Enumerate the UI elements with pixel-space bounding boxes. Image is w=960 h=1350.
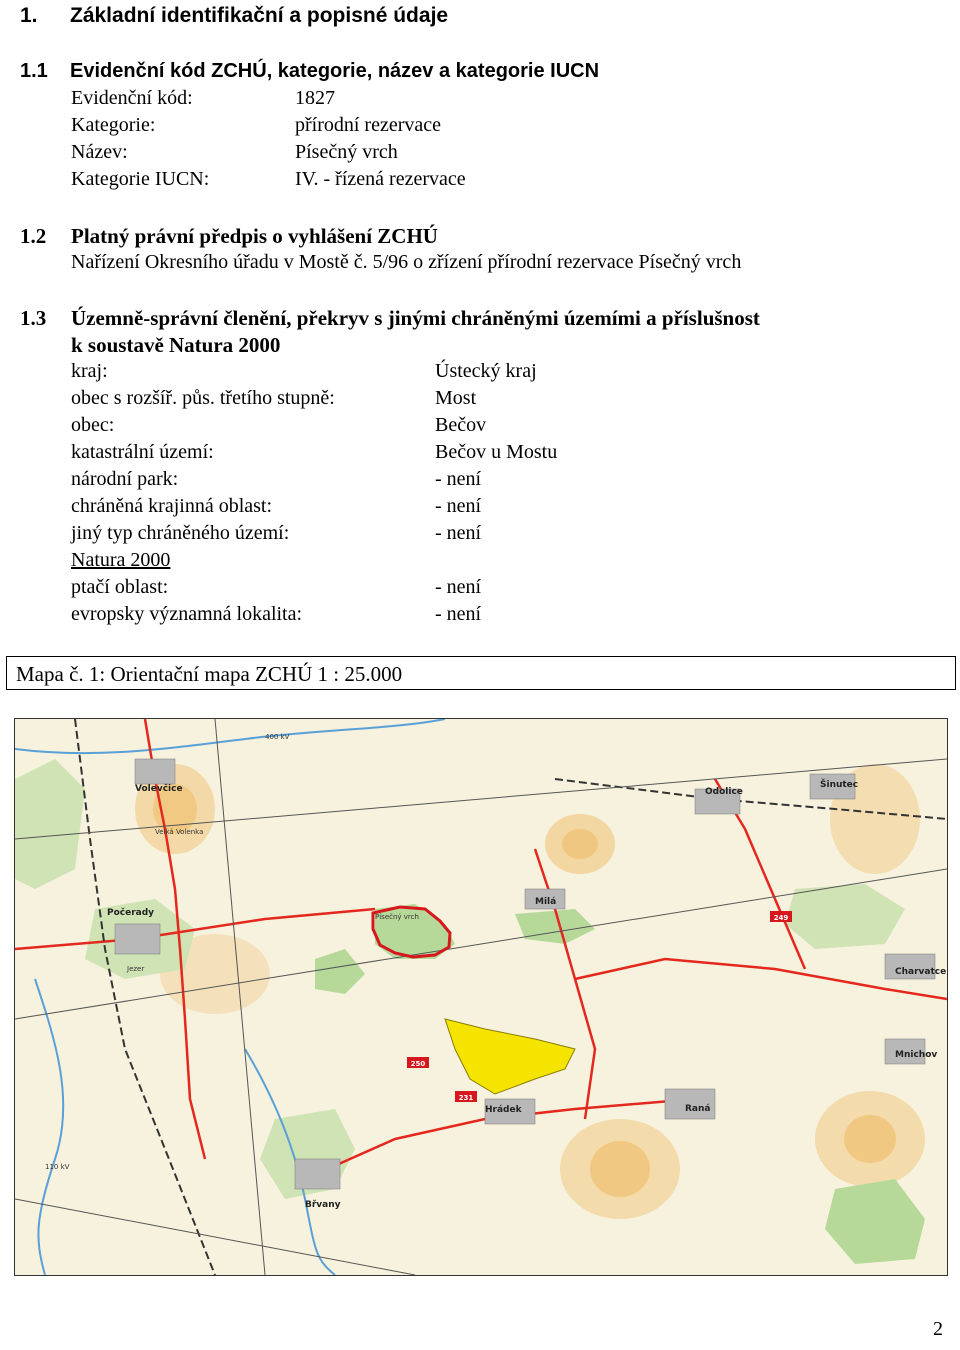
field-label: Kategorie IUCN: bbox=[71, 168, 210, 190]
hill bbox=[562, 829, 598, 859]
field-value: Písečný vrch bbox=[295, 141, 398, 163]
road-number: 250 bbox=[410, 1060, 426, 1068]
road-number: 249 bbox=[773, 914, 789, 922]
field-value: Bečov bbox=[435, 414, 487, 436]
field-value: přírodní rezervace bbox=[295, 114, 442, 136]
place-label: Šinutec bbox=[820, 780, 859, 790]
map-caption-box bbox=[6, 656, 956, 690]
section-number: 1.3 bbox=[20, 306, 47, 330]
hill bbox=[844, 1115, 896, 1163]
field-label: obec s rozšíř. půs. třetího stupně: bbox=[71, 387, 335, 409]
field-value: Bečov u Mostu bbox=[435, 441, 558, 463]
field-value: - není bbox=[435, 495, 482, 517]
section-title: Územně-správní členění, překryv s jinými chráněnými územími a příslušnost bbox=[71, 306, 760, 330]
map-canvas bbox=[15, 719, 947, 1275]
field-value: - není bbox=[435, 576, 482, 598]
place-label: Raná bbox=[685, 1104, 711, 1114]
section-number: 1.2 bbox=[20, 224, 47, 248]
map-caption: Mapa č. 1: Orientační mapa ZCHÚ 1 : 25.000 bbox=[16, 662, 403, 686]
page-number: 2 bbox=[933, 1318, 943, 1340]
orientation-map bbox=[14, 718, 948, 1276]
field-value: Ústecký kraj bbox=[435, 360, 537, 382]
powerline-label: 110 kV bbox=[45, 1163, 70, 1171]
field-label: Kategorie: bbox=[71, 114, 156, 136]
natura-heading: Natura 2000 bbox=[71, 549, 171, 571]
heading-number: 1. bbox=[20, 4, 38, 27]
field-label: katastrální území: bbox=[71, 441, 214, 463]
field-label: kraj: bbox=[71, 360, 108, 382]
hill bbox=[590, 1141, 650, 1197]
section-title: Evidenční kód ZCHÚ, kategorie, název a kategorie IUCN bbox=[70, 60, 600, 82]
place-label: Odolice bbox=[705, 787, 743, 797]
field-value: Most bbox=[435, 387, 477, 409]
field-value: - není bbox=[435, 522, 482, 544]
section-title: Platný právní předpis o vyhlášení ZCHÚ bbox=[71, 224, 438, 248]
powerline-label: 400 kV bbox=[265, 733, 290, 741]
place-label-small: Jezer bbox=[127, 965, 145, 973]
field-value: 1827 bbox=[295, 87, 335, 109]
field-value: - není bbox=[435, 468, 482, 490]
field-label: ptačí oblast: bbox=[71, 576, 169, 598]
field-label: evropsky významná lokalita: bbox=[71, 603, 303, 625]
field-label: obec: bbox=[71, 414, 115, 436]
settlement bbox=[135, 759, 175, 784]
place-label: Počerady bbox=[107, 908, 155, 918]
place-label: Charvatce bbox=[895, 967, 947, 977]
place-label: Volevčice bbox=[135, 784, 183, 794]
field-value: - není bbox=[435, 603, 482, 625]
road-number: 231 bbox=[458, 1094, 474, 1102]
field-label: Název: bbox=[71, 141, 128, 163]
place-label: Mnichov bbox=[895, 1050, 938, 1060]
settlement bbox=[115, 924, 160, 954]
hill-label: Velká Volenka bbox=[155, 828, 204, 836]
field-label: jiný typ chráněného území: bbox=[71, 522, 290, 544]
place-label: Milá bbox=[535, 897, 557, 907]
section-number: 1.1 bbox=[20, 60, 48, 82]
place-label: Hrádek bbox=[485, 1105, 522, 1115]
field-label: Evidenční kód: bbox=[71, 87, 193, 109]
place-label: Břvany bbox=[305, 1200, 341, 1210]
regulation-text: Nařízení Okresního úřadu v Mostě č. 5/96 o zřízení přírodní rezervace Písečný vrch bbox=[71, 251, 742, 273]
section-title-cont: k soustavě Natura 2000 bbox=[71, 333, 281, 357]
field-value: IV. - řízená rezervace bbox=[295, 168, 466, 190]
page-heading: Základní identifikační a popisné údaje bbox=[70, 4, 449, 27]
settlement bbox=[295, 1159, 340, 1189]
hill-label: Písečný vrch bbox=[375, 913, 419, 921]
field-label: národní park: bbox=[71, 468, 179, 490]
field-label: chráněná krajinná oblast: bbox=[71, 495, 273, 517]
